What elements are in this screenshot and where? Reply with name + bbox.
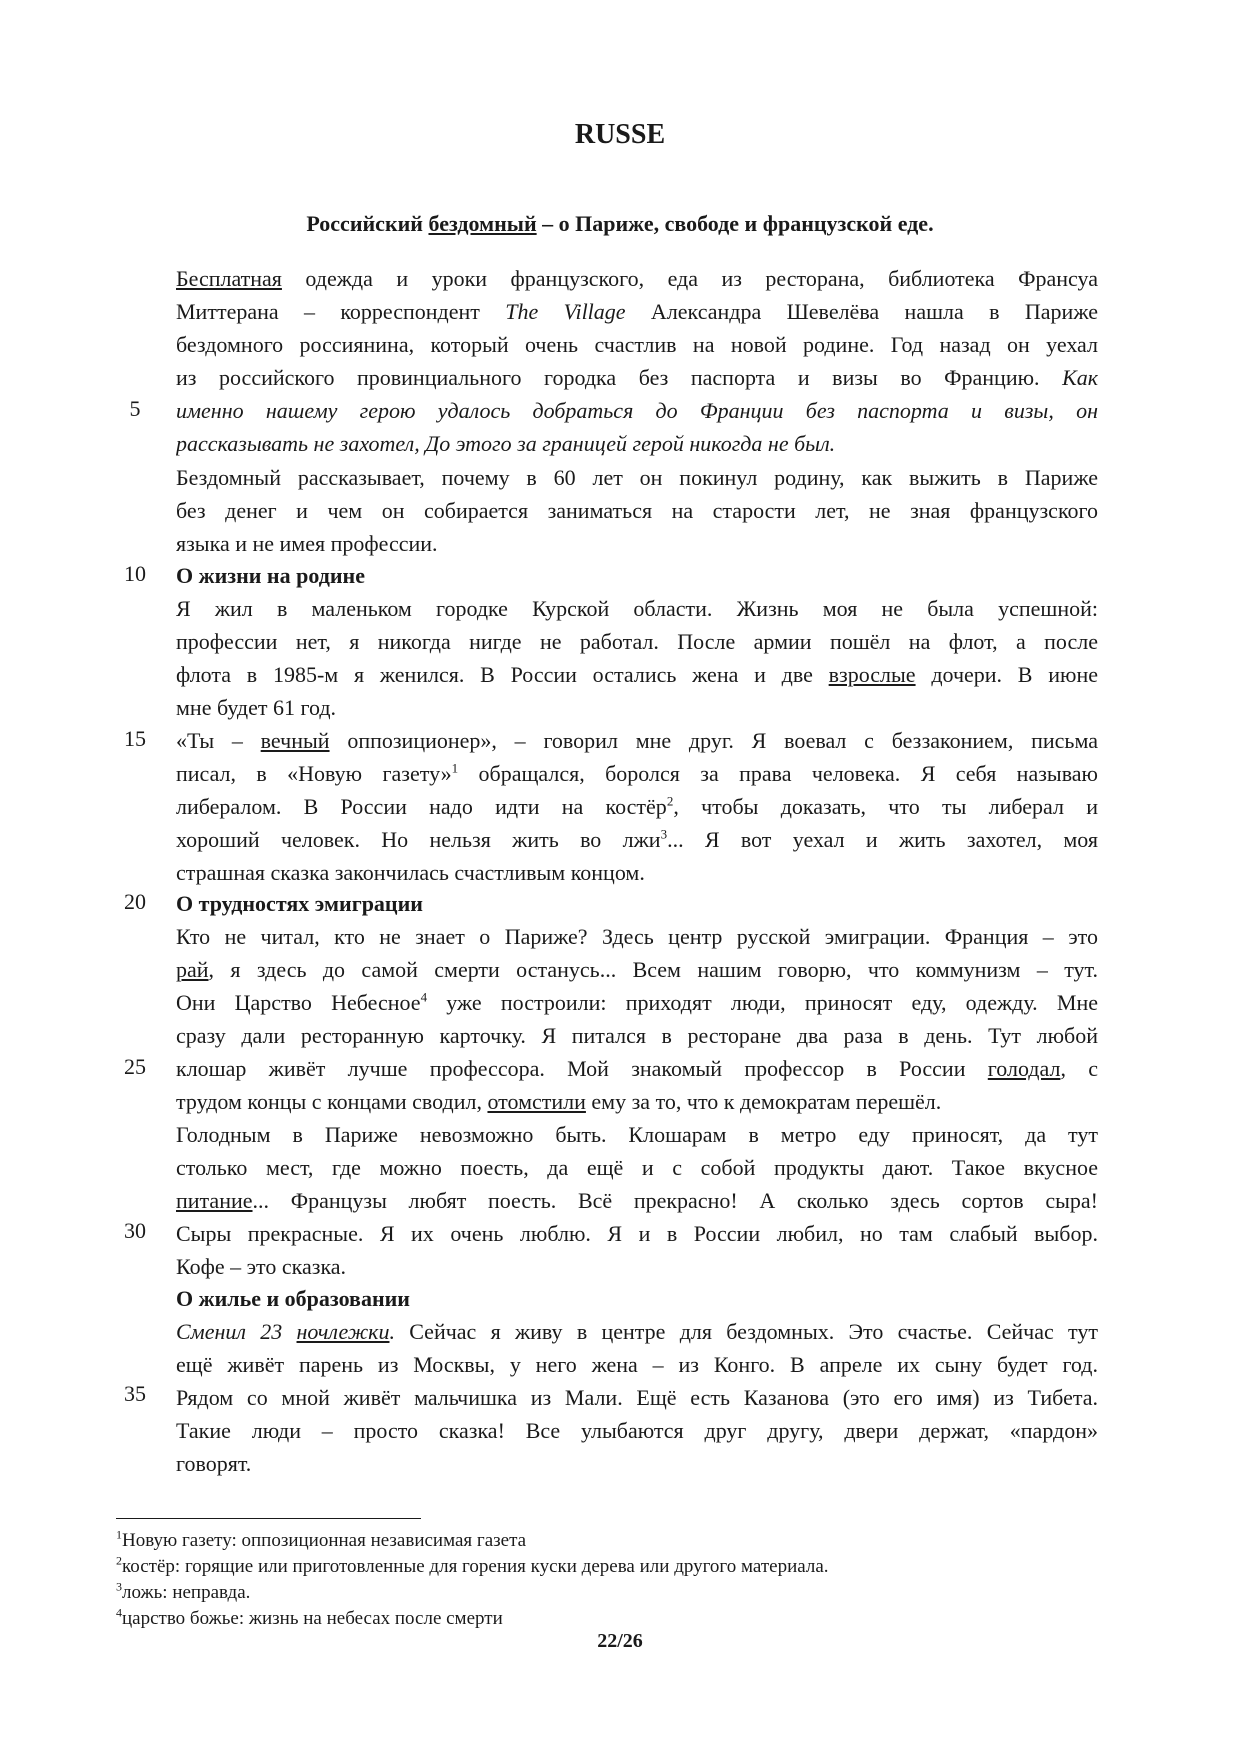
footnote: $^1$Новую газету: оппозиционная независимая газета bbox=[116, 1527, 527, 1551]
text-line: бездомного россиянина, который очень счастлив на новой родине. Год назад он уехал bbox=[176, 332, 1098, 357]
text-line: Сыры прекрасные. Я их очень люблю. Я и в России любил, но там слабый выбор. bbox=[176, 1221, 1098, 1246]
footnote: $^2$костёр: горящие или приготовленные для горения куски дерева или другого материала. bbox=[116, 1553, 829, 1577]
text-line: ещё живёт парень из Москвы, у него жена – из Конго. В апреле их сыну будет год. bbox=[176, 1352, 1098, 1377]
text-line: страшная сказка закончилась счастливым концом. bbox=[176, 860, 645, 885]
text-line: Бездомный рассказывает, почему в 60 лет он покинул родину, как выжить в Париже bbox=[176, 465, 1098, 490]
text-line: без денег и чем он собирается заниматься на старости лет, не зная французского bbox=[176, 498, 1098, 523]
footnote-ref: 2 bbox=[666, 793, 674, 809]
section-heading: О жилье и образовании bbox=[176, 1286, 410, 1311]
text-line: столько мест, где можно поесть, да ещё и с собой продукты дают. Такое вкусное bbox=[176, 1155, 1098, 1180]
page-number: 22/26 bbox=[597, 1630, 643, 1652]
text-line: профессии нет, я никогда нигде не работал. После армии пошёл на флот, а после bbox=[176, 629, 1098, 654]
text-line: писал, в «Новую газету»$^1$ обращался, боролся за права человека. Я себя называю bbox=[176, 760, 1098, 786]
text-line: трудом концы с концами сводил, отомстили ему за то, что к демократам перешёл. bbox=[176, 1089, 942, 1114]
text-line: Голодным в Париже невозможно быть. Клошарам в метро еду приносят, да тут bbox=[176, 1122, 1098, 1147]
footnote: $^4$царство божье: жизнь на небесах после смерти bbox=[116, 1605, 503, 1629]
underlined-word: бездомный bbox=[428, 211, 537, 236]
text-line: Бесплатная одежда и уроки французского, еда из ресторана, библиотека Франсуа bbox=[176, 266, 1098, 291]
text-line: говорят. bbox=[176, 1451, 252, 1476]
line-number-10: 10 bbox=[124, 561, 146, 586]
footnote-ref: 1 bbox=[451, 760, 459, 776]
text-line: сразу дали ресторанную карточку. Я питался в ресторане два раза в день. Тут любой bbox=[176, 1023, 1098, 1048]
text-line: рассказывать не захотел, До этого за границей герой никогда не был. bbox=[176, 431, 836, 456]
article-title: Российский бездомный – о Париже, свободе и французской еде. bbox=[306, 211, 934, 236]
section-heading: О жизни на родине bbox=[176, 563, 365, 588]
text-line: Миттерана – корреспондент The Village Александра Шевелёва нашла в Париже bbox=[176, 299, 1098, 324]
text-line: либералом. В России надо идти на костёр$^2$, чтобы доказать, что ты либерал и bbox=[176, 793, 1098, 819]
line-number-5: 5 bbox=[129, 396, 141, 421]
text-line: клошар живёт лучше профессора. Мой знакомый профессор в России голодал, с bbox=[176, 1056, 1098, 1081]
text-line: именно нашему герою удалось добраться до Франции без паспорта и визы, он bbox=[176, 398, 1098, 423]
text-line: Они Царство Небесное$^4$ уже построили: приходят люди, приносят еду, одежду. Мне bbox=[176, 989, 1098, 1015]
line-number-35: 35 bbox=[124, 1381, 146, 1406]
text-line: Кто не читал, кто не знает о Париже? Здесь центр русской эмиграции. Франция – это bbox=[176, 924, 1098, 949]
line-number-25: 25 bbox=[124, 1054, 146, 1079]
text-line: языка и не имея профессии. bbox=[176, 531, 438, 556]
document-language-title: RUSSE bbox=[574, 119, 666, 150]
section-heading: О трудностях эмиграции bbox=[176, 891, 423, 916]
text-line: Кофе – это сказка. bbox=[176, 1254, 347, 1279]
footnote-ref: 4 bbox=[420, 989, 428, 1005]
text-line: Такие люди – просто сказка! Все улыбаются друг другу, двери держат, «пардон» bbox=[176, 1418, 1098, 1443]
text-line: «Ты – вечный оппозиционер», – говорил мне друг. Я воевал с беззаконием, письма bbox=[176, 728, 1098, 753]
text-line: Сменил 23 ночлежки. Сейчас я живу в центре для бездомных. Это счастье. Сейчас тут bbox=[176, 1319, 1098, 1344]
text-line: питание... Французы любят поесть. Всё прекрасно! А сколько здесь сортов сыра! bbox=[176, 1188, 1098, 1213]
line-number-30: 30 bbox=[124, 1218, 146, 1243]
text-line: хороший человек. Но нельзя жить во лжи$^3$... Я вот уехал и жить захотел, моя bbox=[176, 826, 1098, 852]
footnote-divider bbox=[116, 1518, 421, 1519]
footnote: $^3$ложь: неправда. bbox=[116, 1579, 251, 1603]
line-number-15: 15 bbox=[124, 726, 146, 751]
line-number-20: 20 bbox=[124, 889, 146, 914]
text-line: Рядом со мной живёт мальчишка из Мали. Ещё есть Казанова (это его имя) из Тибета. bbox=[176, 1385, 1098, 1410]
text-line: флота в 1985-м я женился. В России остались жена и две взрослые дочери. В июне bbox=[176, 662, 1098, 687]
text-line: Я жил в маленьком городке Курской области. Жизнь моя не была успешной: bbox=[176, 596, 1098, 621]
text-line: рай, я здесь до самой смерти останусь... Всем нашим говорю, что коммунизм – тут. bbox=[176, 957, 1098, 982]
text-line: из российского провинциального городка без паспорта и визы во Францию. Как bbox=[176, 365, 1098, 390]
text-line: мне будет 61 год. bbox=[176, 695, 337, 720]
footnote-ref: 3 bbox=[660, 826, 668, 842]
